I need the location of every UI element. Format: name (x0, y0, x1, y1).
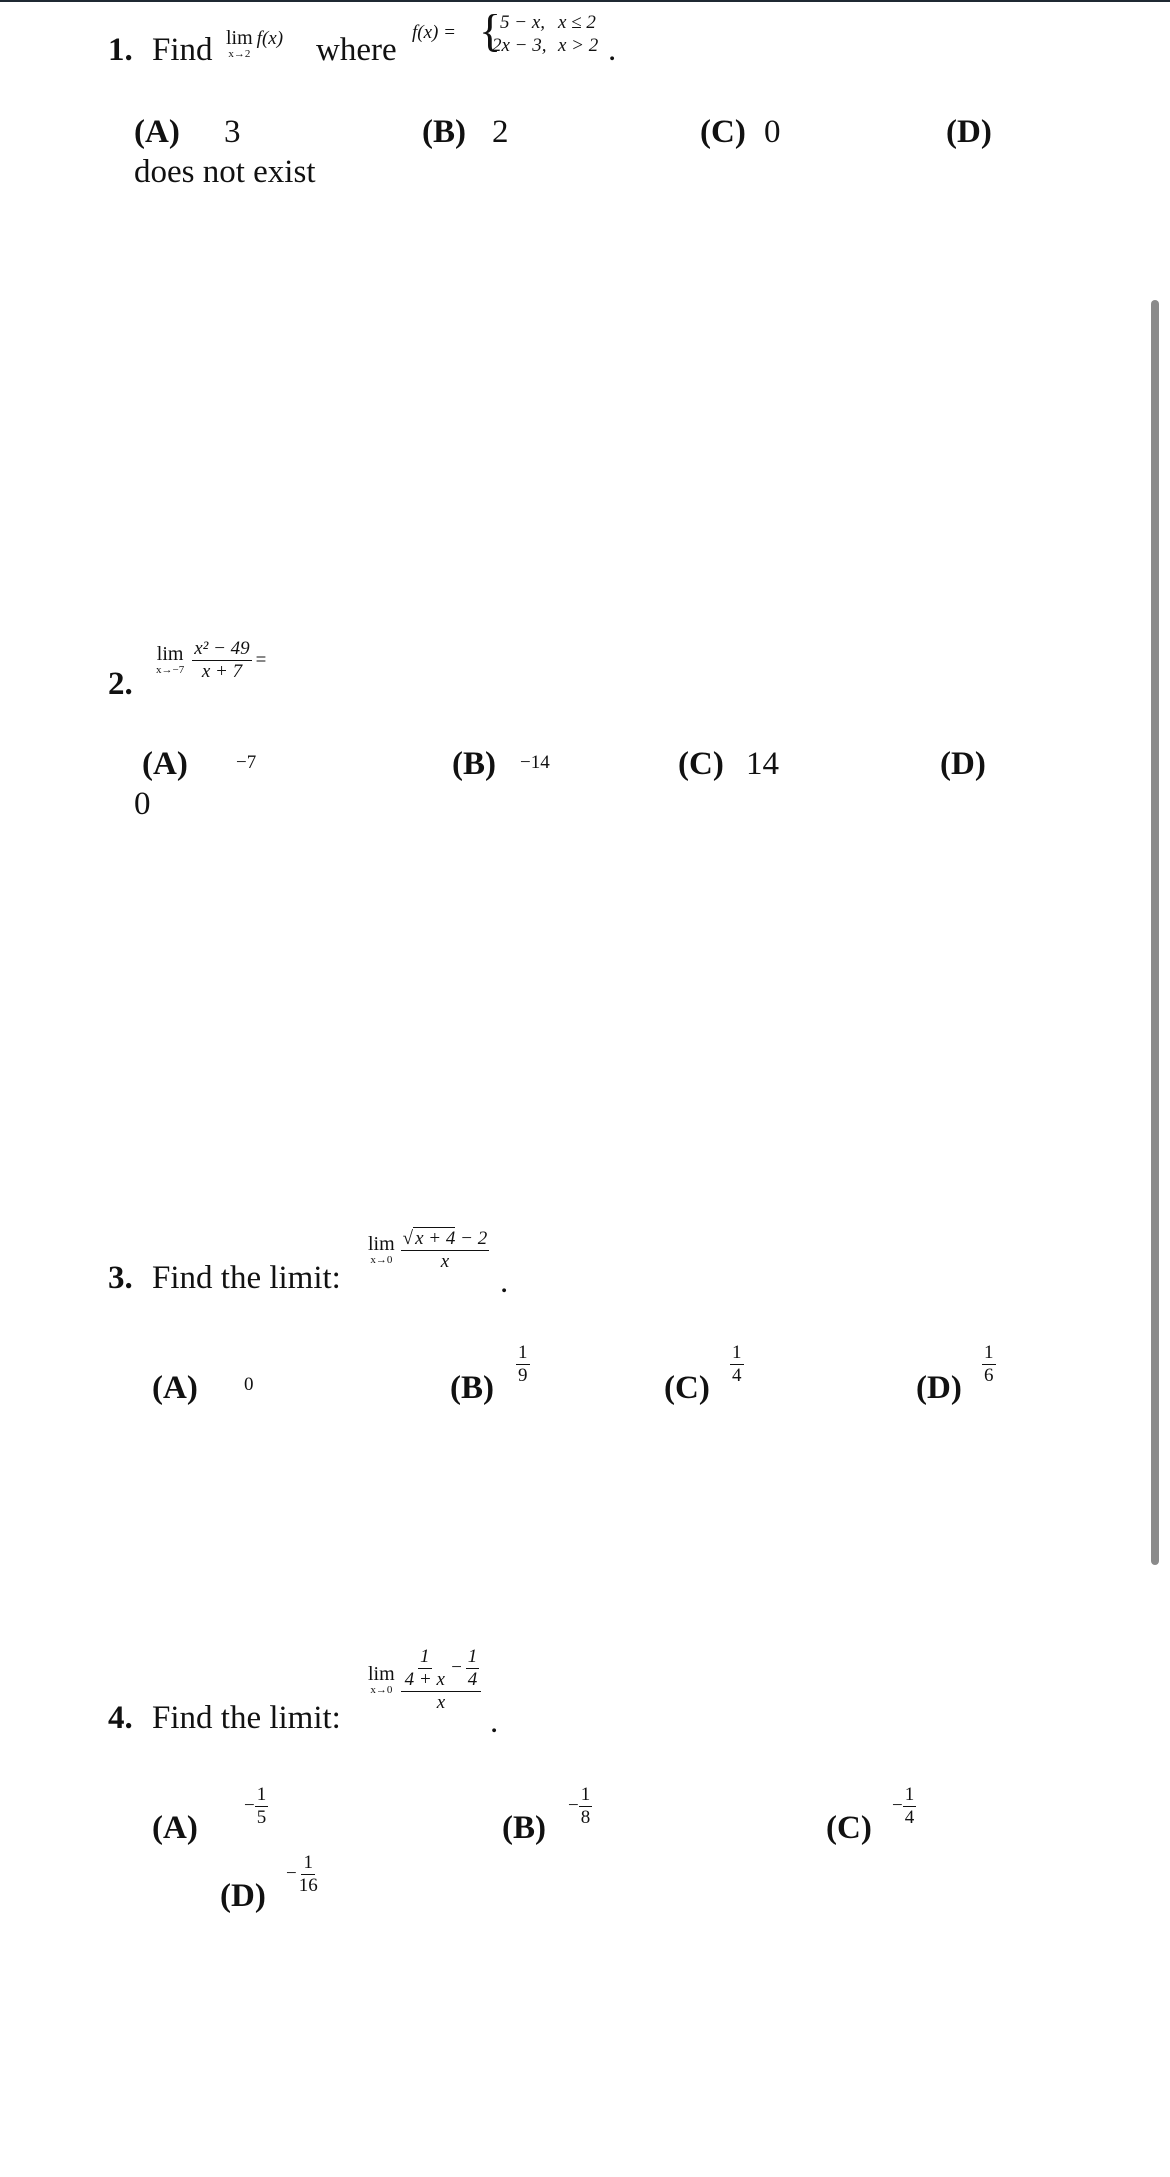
case-1-condition: x ≤ 2 (558, 12, 596, 33)
minus-sign: − (244, 1795, 255, 1817)
lim-word: lim (226, 27, 253, 49)
option-c-value: 14 (746, 746, 779, 782)
option-b-label: (B) (422, 114, 466, 150)
option-d-value: 0 (134, 786, 151, 822)
option-b-label: (B) (452, 746, 496, 782)
option-d-value: does not exist (134, 154, 316, 190)
numerator-rest: − 2 (455, 1228, 488, 1249)
option-a-value: 3 (224, 114, 241, 150)
option-c-label: (C) (664, 1370, 710, 1406)
fraction-numerator: 1 (732, 1342, 742, 1363)
period: . (490, 1704, 499, 1740)
lim-word: lim (156, 643, 184, 666)
scrollbar-thumb[interactable] (1151, 300, 1159, 1565)
lim-subscript: x→0 (370, 1254, 393, 1267)
fraction-denominator: x + 7 (201, 660, 243, 682)
case-1-expression: 5 − x, (500, 12, 546, 33)
option-b-label: (B) (502, 1810, 546, 1846)
lim-function: f(x) (256, 28, 284, 49)
lim-subscript: x→−7 (156, 664, 185, 677)
fraction-denominator: x (440, 1250, 450, 1272)
option-b-label: (B) (450, 1370, 494, 1406)
function-definition: f(x) = (412, 22, 456, 43)
top-border (0, 0, 1170, 2)
option-b-value: −14 (520, 752, 550, 773)
option-c-fraction (730, 1342, 744, 1387)
limit-expression (368, 1646, 481, 1714)
limit-expression (226, 28, 283, 60)
option-d-label: (D) (946, 114, 992, 150)
fraction-numerator: 1 (904, 1784, 915, 1805)
period: . (500, 1264, 509, 1300)
lim-word: lim (368, 1662, 395, 1685)
option-a-label: (A) (152, 1370, 198, 1406)
inner-denominator-1: 4 + x (404, 1668, 445, 1690)
fraction-denominator: x (436, 1691, 446, 1713)
option-d-label: (D) (940, 746, 986, 782)
fraction-denominator: 5 (256, 1806, 267, 1828)
question-prompt: Find the limit: (152, 1700, 341, 1736)
option-c-fraction (892, 1784, 916, 1829)
inner-denominator-2: 4 (467, 1668, 478, 1690)
minus-sign: − (449, 1657, 463, 1679)
question-number: 4. (108, 1700, 133, 1736)
fraction-numerator: 1 (303, 1852, 313, 1873)
piecewise-brace: { (479, 5, 502, 56)
question-prompt: Find (152, 32, 213, 68)
option-c-label: (C) (826, 1810, 872, 1846)
option-d-fraction (982, 1342, 996, 1387)
option-a-value: 0 (244, 1374, 254, 1395)
lim-subscript: x→0 (370, 1683, 393, 1696)
case-2-expression: 2x − 3, (492, 35, 547, 56)
fraction-denominator: 6 (984, 1364, 994, 1386)
sqrt-symbol: √ (402, 1228, 414, 1249)
option-d-label: (D) (220, 1878, 266, 1914)
option-a-fraction (244, 1784, 268, 1829)
option-a-label: (A) (142, 746, 188, 782)
question-prompt: Find the limit: (152, 1260, 341, 1296)
limit-expression (368, 1228, 489, 1273)
inner-numerator-2: 1 (467, 1646, 478, 1667)
option-c-label: (C) (678, 746, 724, 782)
limit-expression (156, 638, 266, 683)
fraction-denominator: 8 (580, 1806, 591, 1828)
lim-word: lim (368, 1233, 395, 1256)
option-b-value: 2 (492, 114, 509, 150)
option-a-value: −7 (236, 752, 257, 773)
option-c-value: 0 (764, 114, 781, 150)
fraction-denominator: 4 (904, 1806, 915, 1828)
option-a-label: (A) (134, 114, 180, 150)
where-word: where (316, 32, 397, 68)
lim-subscript: x→2 (228, 48, 251, 60)
question-number: 1. (108, 32, 133, 68)
fraction-numerator: 1 (580, 1784, 591, 1805)
minus-sign: − (892, 1795, 903, 1817)
fraction-denominator: 16 (298, 1874, 318, 1896)
question-number: 2. (108, 666, 133, 702)
fraction-numerator: 1 (256, 1784, 267, 1805)
minus-sign: − (286, 1863, 297, 1885)
fraction-denominator: 4 (732, 1364, 742, 1386)
fraction-numerator: 1 (518, 1342, 528, 1363)
question-number: 3. (108, 1260, 133, 1296)
option-b-fraction (568, 1784, 592, 1829)
fraction-numerator: 1 (984, 1342, 994, 1363)
inner-numerator-1: 1 (420, 1646, 430, 1667)
option-b-fraction (516, 1342, 530, 1387)
option-d-fraction (286, 1852, 320, 1897)
fraction-numerator: x² − 49 (194, 638, 250, 659)
equals-sign: = (255, 649, 267, 671)
period: . (608, 32, 617, 68)
option-c-label: (C) (700, 114, 746, 150)
case-2-condition: x > 2 (558, 35, 599, 56)
option-a-label: (A) (152, 1810, 198, 1846)
option-d-label: (D) (916, 1370, 962, 1406)
fraction-denominator: 9 (518, 1364, 528, 1386)
sqrt-argument: x + 4 (415, 1228, 456, 1249)
minus-sign: − (568, 1795, 579, 1817)
